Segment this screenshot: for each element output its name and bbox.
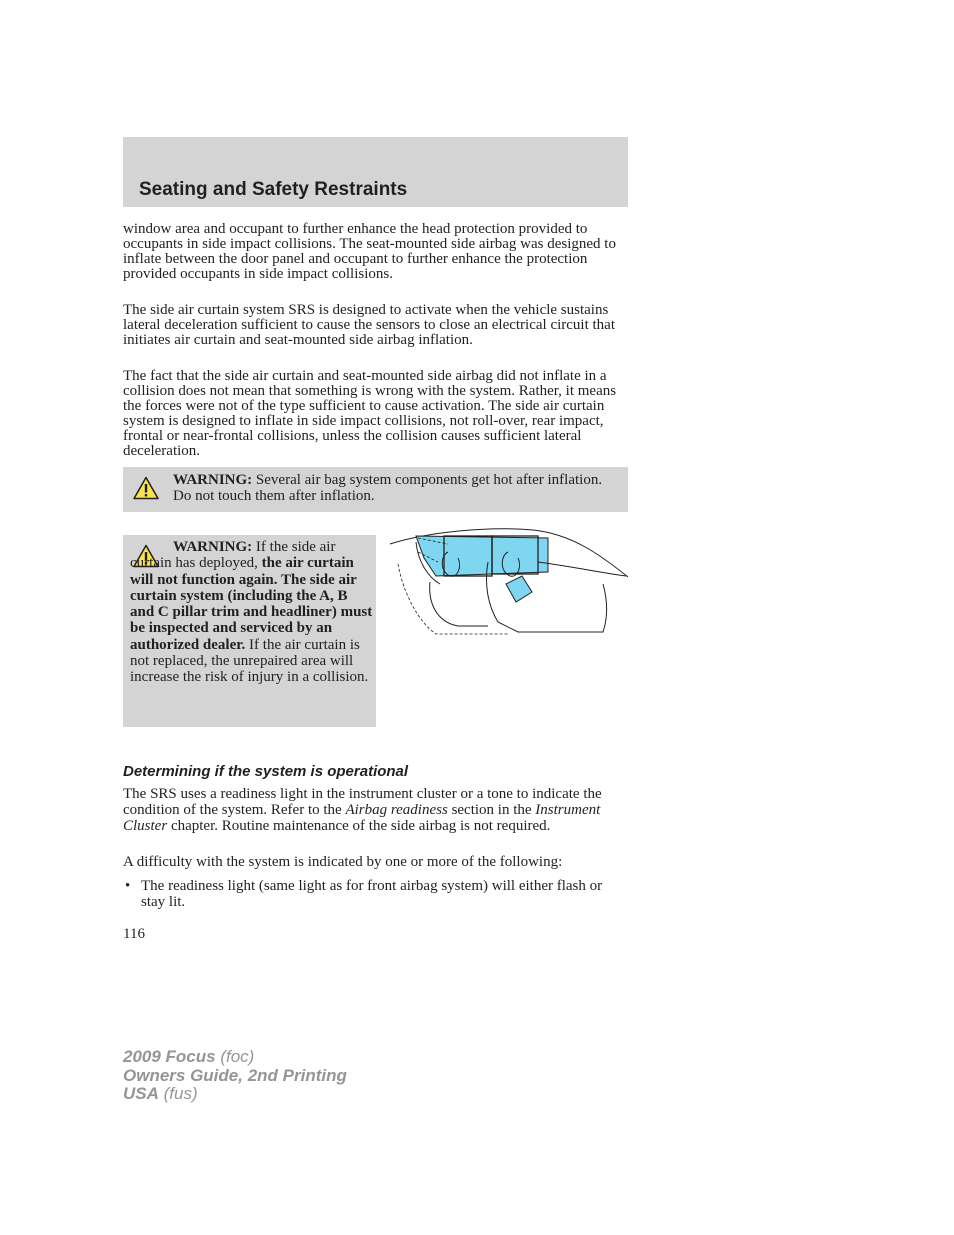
footer-line-3	[123, 1085, 347, 1104]
bullet-icon: •	[125, 878, 131, 894]
footer-line-1	[123, 1048, 347, 1067]
list-item	[123, 878, 628, 910]
section-paragraph-2-text: A difficulty with the system is indicated by one or more of the following:	[123, 854, 563, 870]
warning-box-air-curtain	[123, 535, 376, 727]
footer-line-2: Owners Guide, 2nd Printing	[123, 1065, 347, 1085]
section-paragraph-2	[123, 855, 628, 870]
warning-2-bold: the air curtain will not function again. The side air curtain system (including the A, B and C pillar trim and headliner) must be inspected and serviced by an authorized dealer.	[130, 555, 373, 653]
warning-2-label: WARNING:	[173, 539, 253, 555]
bullet-1-text: The readiness light (same light as for front airbag system) will either flash or stay lit.	[141, 878, 603, 910]
paragraph-3	[123, 369, 628, 459]
page-header	[123, 137, 628, 207]
instrument-cluster-reference: Instrument Cluster	[123, 802, 601, 834]
document-footer	[123, 1048, 347, 1104]
paragraph-1-text: window area and occupant to further enhance the head protection provided to occupants in side impact collisions. The seat-mounted side airbag was designed to inflate between the door panel and occupant to further enhance the protection provided occupants in side impact collisions.	[123, 221, 616, 282]
footer-market: USA	[123, 1084, 159, 1103]
footer-market-code: (fus)	[158, 1084, 198, 1103]
section-p1-part-b: section in the	[447, 802, 536, 818]
footer-model-code: (foc)	[215, 1047, 255, 1066]
page-title: Seating and Safety Restraints	[139, 179, 408, 200]
section-heading: Determining if the system is operational	[123, 763, 409, 780]
warning-1-text	[173, 472, 618, 504]
warning-triangle-icon	[133, 476, 159, 504]
warning-2-text	[130, 539, 374, 686]
section-paragraph-1-text	[123, 786, 628, 834]
paragraph-3-text: The fact that the side air curtain and seat-mounted side airbag did not inflate in a collision does not mean that something is wrong with the system. Rather, it means the forces were not of the type sufficient to cause activation. The side air curtain system is designed to inflate in side impact collisions, not roll-over, rear impact, frontal or near-frontal collisions, unless the collision causes sufficient lateral deceleration.	[123, 368, 617, 459]
paragraph-2	[123, 303, 628, 348]
section-p1-part-c: chapter. Routine maintenance of the side airbag is not required.	[167, 818, 551, 834]
section-p1-part-a: The SRS uses a readiness light in the instrument cluster or a tone to indicate the condition of the system. Refer to the	[123, 786, 602, 818]
section-paragraph-1	[123, 786, 628, 834]
warning-box-hot-components	[123, 467, 628, 512]
airbag-readiness-reference: Airbag readiness	[345, 802, 448, 818]
warning-1-label: WARNING:	[173, 472, 253, 488]
paragraph-1	[123, 222, 628, 282]
warning-2-body-a: If the side air curtain has deployed,	[130, 539, 336, 572]
side-air-curtain-illustration	[388, 522, 628, 638]
footer-model: 2009 Focus	[123, 1047, 216, 1066]
page-number: 116	[123, 926, 145, 942]
warning-1-body: Several air bag system components get hot after inflation. Do not touch them after inflation.	[173, 472, 603, 504]
warning-2-body-b: If the air curtain is not replaced, the unrepaired area will increase the risk of injury in a collision.	[130, 636, 369, 686]
paragraph-2-text: The side air curtain system SRS is designed to activate when the vehicle sustains lateral deceleration sufficient to cause the sensors to close an electrical circuit that initiates air curtain and seat-mounted side airbag inflation.	[123, 302, 616, 348]
